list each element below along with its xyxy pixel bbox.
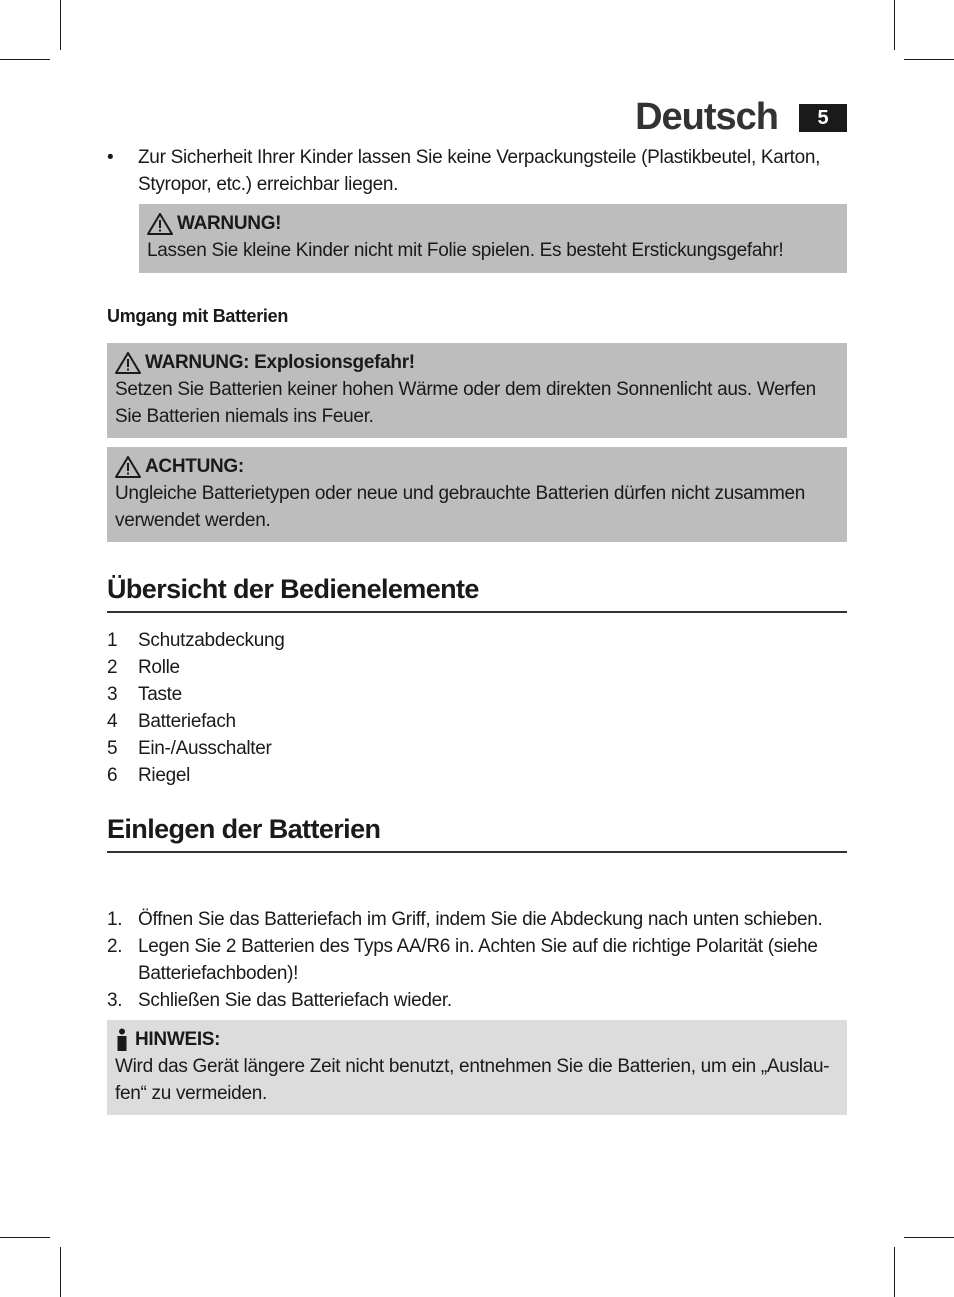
warning-title-text: WARNUNG! xyxy=(177,213,282,234)
item-number: 3 xyxy=(107,684,118,705)
item-label: Taste xyxy=(138,684,182,705)
item-label: Riegel xyxy=(138,765,191,786)
item-label: Ein-/Ausschalter xyxy=(138,738,272,759)
page-language-title: Deutsch xyxy=(635,96,778,138)
item-number: 2 xyxy=(107,657,118,678)
warning-triangle-icon xyxy=(147,213,173,235)
list-item xyxy=(107,681,847,708)
step-text: Legen Sie 2 Batterien des Typs AA/R6 in. Achten Sie auf die richtige Polarität (siehe Batteriefachboden)! xyxy=(138,936,818,984)
note-box xyxy=(107,1020,847,1115)
warning-triangle-icon xyxy=(115,456,141,478)
item-number: 1 xyxy=(107,630,118,651)
warning-title-text: WARNUNG: Explosionsgefahr! xyxy=(145,352,415,373)
warning-box-children xyxy=(139,204,847,273)
warning-triangle-icon xyxy=(115,352,141,374)
warning-title xyxy=(147,210,839,237)
step-text: Schließen Sie das Batteriefach wieder. xyxy=(138,990,452,1011)
crop-mark xyxy=(60,1247,61,1297)
list-item xyxy=(107,627,847,654)
step-number: 1. xyxy=(107,909,123,930)
list-item xyxy=(107,708,847,735)
crop-mark xyxy=(60,0,61,50)
crop-mark xyxy=(894,1247,895,1297)
item-number: 6 xyxy=(107,765,118,786)
explosion-warning-box xyxy=(107,343,847,438)
step-text: Öffnen Sie das Batteriefach im Griff, indem Sie die Abdeckung nach unten schieben. xyxy=(138,909,823,930)
insert-steps-list xyxy=(107,906,847,1014)
bullet-dot: • xyxy=(107,147,114,168)
crop-mark xyxy=(904,1237,954,1238)
step-item xyxy=(107,987,847,1014)
note-title xyxy=(115,1026,839,1053)
list-item xyxy=(107,735,847,762)
note-body: Wird das Gerät längere Zeit nicht benutzt, entnehmen Sie die Batterien, um ein „Auslau-fen“ zu vermeiden. xyxy=(115,1056,830,1104)
item-number: 5 xyxy=(107,738,118,759)
warning-body: Setzen Sie Batterien keiner hohen Wärme oder dem direkten Sonnenlicht aus. Werfen Sie Batterien niemals ins Feuer. xyxy=(115,379,816,427)
warning-title xyxy=(115,349,839,376)
step-number: 3. xyxy=(107,990,123,1011)
page-number: 5 xyxy=(799,104,847,132)
crop-mark xyxy=(0,59,50,60)
step-item xyxy=(107,906,847,933)
item-label: Rolle xyxy=(138,657,180,678)
list-item xyxy=(107,654,847,681)
caution-title-text: ACHTUNG: xyxy=(145,456,244,477)
step-item xyxy=(107,933,847,987)
battery-handling-heading: Umgang mit Batterien xyxy=(107,306,289,326)
step-number: 2. xyxy=(107,936,123,957)
controls-overview-heading: Übersicht der Bedienelemente xyxy=(107,574,847,613)
caution-box xyxy=(107,447,847,542)
caution-body: Ungleiche Batterietypen oder neue und gebrauchte Batterien dürfen nicht zusammen verwendet werden. xyxy=(115,483,806,531)
crop-mark xyxy=(904,59,954,60)
caution-title xyxy=(115,453,839,480)
item-label: Batteriefach xyxy=(138,711,236,732)
insert-batteries-heading: Einlegen der Batterien xyxy=(107,814,847,853)
note-title-text: HINWEIS: xyxy=(135,1029,221,1050)
crop-mark xyxy=(894,0,895,50)
item-number: 4 xyxy=(107,711,118,732)
item-label: Schutzabdeckung xyxy=(138,630,285,651)
warning-body: Lassen Sie kleine Kinder nicht mit Folie spielen. Es besteht Erstickungsgefahr! xyxy=(147,240,784,261)
crop-mark xyxy=(0,1237,50,1238)
info-icon xyxy=(115,1028,129,1052)
bullet-text: Zur Sicherheit Ihrer Kinder lassen Sie keine Verpackungsteile (Plastikbeutel, Karton, Styropor, etc.) erreichbar liegen. xyxy=(138,147,821,195)
list-item xyxy=(107,762,847,789)
controls-list xyxy=(107,627,847,789)
